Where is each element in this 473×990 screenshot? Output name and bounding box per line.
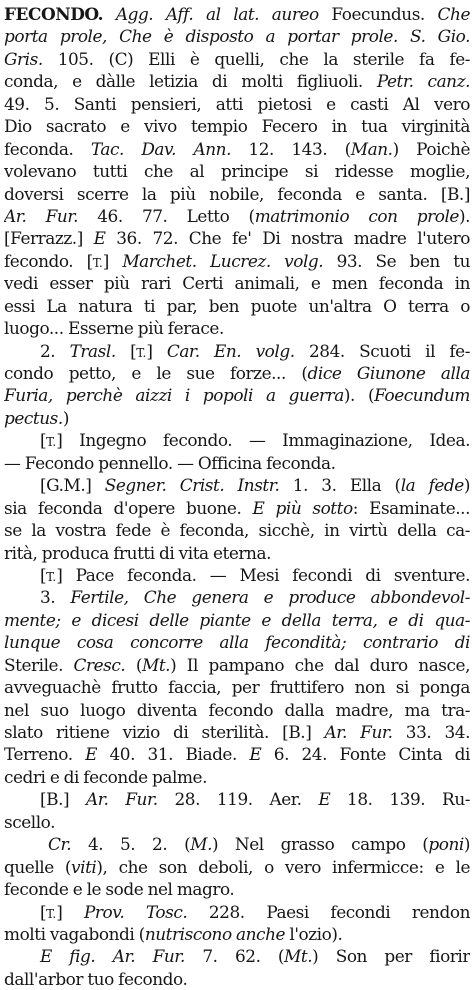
- text-run: FECONDO.: [4, 4, 104, 24]
- text-run: ] Ingegno fecondo. — Immaginazione, Idea.: [56, 430, 470, 451]
- text-run: ), che son deboli, o vero infermicce: e le: [96, 856, 470, 877]
- text-run: 46. 77. Letto (: [78, 205, 255, 226]
- text-line: [4, 429, 470, 451]
- text-run: 93. Se ben tu: [323, 250, 470, 271]
- text-run: porta prole, Che è disposto a portar prole. S. Gio.: [4, 26, 470, 47]
- text-run: slato ritiene vizio di sterilità. [B.]: [4, 722, 325, 742]
- text-line: [4, 3, 470, 25]
- text-run: Agg. Aff. al lat. aureo: [115, 4, 319, 24]
- text-run: ] Pace feconda. — Mesi fecondi di sventure.: [56, 564, 470, 585]
- text-line: [4, 631, 470, 653]
- text-run: Ar. Fur.: [4, 205, 79, 226]
- text-run: Segner. Crist. Instr.: [104, 475, 280, 496]
- text-run: quelle (: [4, 856, 72, 877]
- text-run: 228. Paesi fecondi rendon: [187, 901, 470, 922]
- text-run: essi La natura ti par, ben puote un'altra O terra o: [4, 295, 470, 316]
- text-run: ) Nel grasso campo (: [211, 834, 429, 855]
- text-line: [4, 115, 470, 137]
- text-run: avveguachè frutto faccia, per fruttifero non si ponga: [4, 677, 470, 698]
- text-run: Che: [437, 4, 470, 24]
- text-run: : Esaminate...: [352, 497, 470, 518]
- text-run: dice Giunone alla: [307, 363, 470, 383]
- text-run: Sterile.: [4, 654, 74, 675]
- text-run: 3.: [40, 587, 71, 608]
- text-run: Terreno.: [4, 744, 86, 765]
- text-run: ).: [458, 205, 470, 226]
- text-run: [B.]: [40, 789, 86, 810]
- text-line: [4, 93, 470, 115]
- text-line: [4, 766, 470, 788]
- text-run: [: [40, 901, 47, 922]
- text-run: E: [93, 228, 106, 249]
- text-run: ]: [146, 340, 167, 361]
- text-line: [4, 542, 470, 564]
- text-run: luogo... Esserne più ferace.: [4, 318, 224, 339]
- text-line: [4, 676, 470, 698]
- text-line: [4, 878, 470, 900]
- text-line: [4, 25, 470, 47]
- text-run: 28. 119. Aer.: [157, 789, 319, 810]
- text-run: Car. En. volg.: [166, 340, 295, 361]
- text-run: ) Il pampano che dal duro nasce,: [170, 654, 470, 675]
- text-line: [4, 901, 470, 923]
- text-run: feconde e le sode nel magro.: [4, 879, 235, 900]
- text-run: l'ozio).: [285, 923, 343, 944]
- text-line: [4, 497, 470, 519]
- text-run: T.: [92, 255, 103, 270]
- text-run: nutriscono anche: [144, 923, 286, 944]
- text-line: [4, 945, 470, 967]
- text-line: [4, 452, 470, 474]
- text-run: Trasl.: [69, 340, 116, 361]
- text-run: conda, e dàlle letizia di molti figliuoli.: [4, 71, 377, 92]
- text-line: [4, 295, 470, 317]
- text-line: [4, 340, 470, 362]
- text-run: Man.: [350, 138, 393, 159]
- text-run: Ar. Fur.: [324, 722, 393, 742]
- text-run: se la vostra fede è feconda, sicchè, in virtù della ca-: [4, 520, 470, 541]
- text-line: [4, 362, 470, 384]
- text-run: molti vagabondi (: [4, 923, 145, 944]
- text-run: T.: [46, 906, 57, 921]
- text-run: [: [40, 430, 47, 451]
- text-run: lunque cosa concorre alla fecondità; contrario di: [4, 632, 470, 653]
- text-line: [4, 923, 470, 945]
- text-line: [4, 609, 470, 631]
- text-run: Gris.: [4, 48, 43, 69]
- text-run: 1. 3. Ella (: [279, 475, 401, 496]
- text-run: nel suo luogo diventa fecondo dalla madre, ma tra-: [4, 699, 470, 720]
- text-line: [4, 564, 470, 586]
- text-run: sia feconda d'opere buone.: [4, 497, 253, 518]
- text-run: T.: [46, 569, 57, 584]
- text-line: [4, 788, 470, 810]
- text-run: [: [115, 340, 137, 361]
- text-line: [4, 699, 470, 721]
- text-run: Dio sacrato e vivo tempio Fecero in tua virginità: [4, 116, 470, 137]
- text-run: 18. 139. Ru-: [330, 789, 470, 810]
- text-run: 12. 143. (: [231, 138, 351, 159]
- text-run: cedri e di feconde palme.: [4, 766, 208, 787]
- text-run: [103, 4, 116, 24]
- text-run: Fertile, Che genera e produce abbondevol-: [70, 587, 470, 608]
- text-run: rità, produca frutti di vita eterna.: [4, 542, 271, 563]
- text-run: dall'arbor tuo fecondo.: [4, 968, 188, 989]
- text-line: [4, 586, 470, 608]
- text-run: 33. 34.: [392, 722, 470, 742]
- text-run: 36. 72. Che fe' Di nostra madre l'utero: [105, 228, 470, 249]
- text-run: Cresc.: [73, 654, 126, 675]
- text-line: [4, 317, 470, 339]
- text-line: [4, 833, 470, 855]
- text-run: vedi esser più rari Certi animali, e men feconda in: [4, 273, 470, 294]
- text-run: viti: [71, 856, 97, 877]
- text-run: T.: [136, 345, 147, 360]
- text-run: T.: [46, 435, 57, 450]
- text-line: [4, 384, 470, 406]
- text-line: [4, 654, 470, 676]
- text-run: matrimonio con prole: [254, 205, 459, 226]
- text-line: [4, 856, 470, 878]
- text-line: [4, 138, 470, 160]
- text-run: E: [249, 744, 262, 765]
- text-run: ). (: [343, 385, 375, 406]
- text-run: Cr.: [48, 834, 72, 855]
- text-run: Ar. Fur.: [86, 789, 158, 810]
- text-run: ): [62, 407, 69, 428]
- text-line: [4, 160, 470, 182]
- text-run: ) Son per fiorir: [312, 946, 470, 967]
- text-run: Foecundus.: [318, 4, 438, 24]
- text-run: poni: [428, 834, 464, 855]
- text-line: [4, 721, 470, 743]
- text-run: 2.: [40, 340, 70, 361]
- text-run: ]: [56, 901, 84, 922]
- text-run: ]: [102, 250, 123, 271]
- text-run: doversi scerre la più nobile, feconda e santa. [B.]: [4, 183, 470, 204]
- text-run: 49. 5. Santi pensieri, atti pietosi e casti Al vero: [4, 93, 470, 114]
- text-run: 6. 24. Fonte Cinta di: [261, 744, 470, 765]
- text-run: 4. 5. 2. (: [71, 834, 191, 855]
- text-run: — Fecondo pennello. — Officina feconda.: [4, 452, 336, 473]
- text-run: Foecundum: [374, 385, 470, 406]
- text-run: [: [40, 564, 47, 585]
- text-run: ) Poichè: [392, 138, 470, 159]
- text-run: Tac. Dav. Ann.: [90, 138, 231, 159]
- text-run: E: [318, 789, 331, 810]
- text-line: [4, 743, 470, 765]
- text-run: [Ferrazz.]: [4, 228, 94, 249]
- text-line: [4, 407, 470, 429]
- text-run: la fede: [400, 475, 464, 496]
- text-run: ): [463, 834, 470, 855]
- text-line: [4, 183, 470, 205]
- text-run: Mt.: [142, 654, 171, 675]
- text-line: [4, 48, 470, 70]
- text-run: Prov. Tosc.: [83, 901, 188, 922]
- text-run: condo petto, e le sue forze... (: [4, 363, 308, 383]
- text-run: M.: [190, 834, 212, 855]
- text-run: pectus.: [4, 407, 63, 428]
- text-line: [4, 205, 470, 227]
- text-run: E più sotto: [252, 497, 353, 518]
- text-run: Marchet. Lucrez. volg.: [122, 250, 324, 271]
- text-line: [4, 474, 470, 496]
- text-line: [4, 227, 470, 249]
- dictionary-entry: [4, 3, 470, 990]
- text-run: E fig. Ar. Fur.: [40, 946, 185, 967]
- text-run: 7. 62. (: [184, 946, 285, 967]
- text-run: E: [85, 744, 98, 765]
- text-run: ): [463, 475, 470, 496]
- text-run: fecondo. [: [4, 250, 93, 271]
- text-line: [4, 250, 470, 272]
- text-line: [4, 968, 470, 990]
- text-run: (: [125, 654, 142, 675]
- text-run: mente; e dicesi delle piante e della terra, e di qua-: [4, 609, 470, 630]
- text-line: [4, 70, 470, 92]
- text-run: 40. 31. Biade.: [97, 744, 250, 765]
- text-run: scello.: [4, 811, 56, 832]
- text-run: volevano tutti che al principe si ridesse moglie,: [4, 161, 470, 182]
- text-run: 284. Scuoti il fe-: [294, 340, 470, 361]
- text-run: Furia, perchè aizzi i popoli a guerra: [4, 385, 344, 406]
- text-run: feconda.: [4, 138, 91, 159]
- text-run: 105. (C) Elli è quelli, che la sterile fa fe-: [42, 48, 470, 69]
- text-line: [4, 811, 470, 833]
- text-run: Mt.: [284, 946, 313, 967]
- text-line: [4, 519, 470, 541]
- text-run: [G.M.]: [40, 475, 105, 496]
- text-run: Petr. canz.: [376, 71, 470, 92]
- text-line: [4, 272, 470, 294]
